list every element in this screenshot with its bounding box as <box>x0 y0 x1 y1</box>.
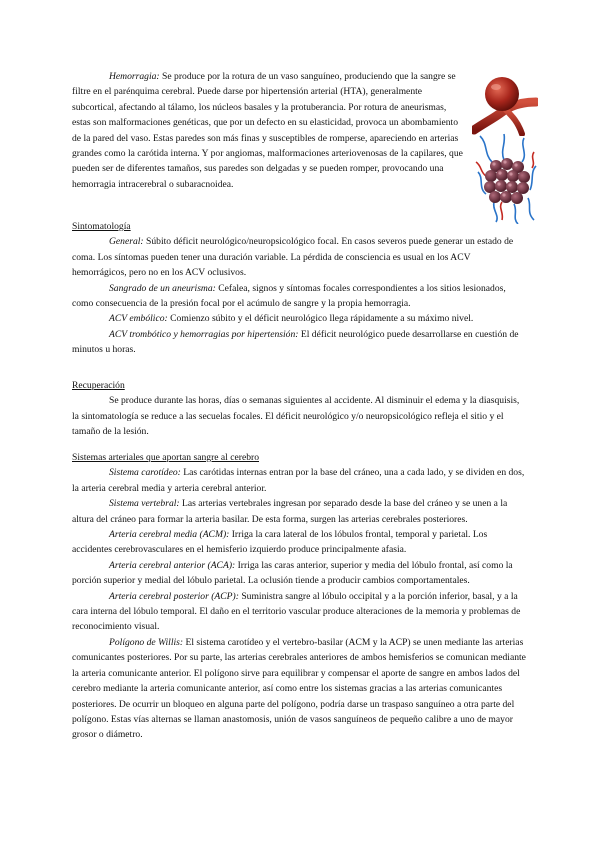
sistemas-item: Polígono de Willis: El sistema carotídeo y el vertebro-basilar (ACM y la ACP) se unen mediante las arterias comunicantes posteriores. Por su parte, las arterias cerebrales anteriores de ambos hemisferios se comunican mediante la arteria comunicante anterior. El polígono sirve para equilibrar y compensar el aporte de sangre en ambos lados del cerebro mediante la arteria comunicante anterior, así como entre los sistemas gracias a las arterias comunicantes posteriores. De ocurrir un bloqueo en alguna parte del polígono, podría darse un traspaso sanguíneo a otra parte del polígono. Estas vías alternas se llaman anastomosis, unión de vasos sanguíneos de pequeño calibre a uno de mayor grosor o diámetro. <box>72 636 526 741</box>
recuperacion-heading: Recuperación <box>72 380 125 391</box>
hemorragia-term: Hemorragia: <box>109 71 160 82</box>
sintomatologia-section <box>72 219 527 358</box>
sistemas-item: Arteria cerebral media (ACM): Irriga la cara lateral de los lóbulos frontal, temporal y parietal. Los accidentes cerebrovasculares en el hemisferio izquierdo produce principalmente afasia. <box>72 529 488 556</box>
sintomatologia-item: ACV trombótico y hemorragias por hipertensión: El déficit neurológico puede desarrollarse en cuestión de minutos u horas. <box>72 328 519 356</box>
recuperacion-text: Se produce durante las horas, días o semanas siguientes al accidente. Al disminuir el edema y la diasquisis, la sintomatología se reduce a las secuelas focales. El déficit neurológico y/o neuropsicológico refleja el sitio y el tamaño de la lesión. <box>72 395 520 438</box>
sintomatologia-heading: Sintomatología <box>72 221 131 232</box>
sintomatologia-item: Sangrado de un aneurisma: Cefalea, signos y síntomas focales correspondientes a los sitios lesionados, como consecuencia de la presión focal por el acúmulo de sangre y la propia hemorragia. <box>72 282 506 310</box>
sistemas-item: Arteria cerebral anterior (ACA): Irriga las caras anterior, superior y media del lóbulo frontal, así como la porción superior y medial del lóbulo parietal. La oclusión tiende a producir cambios comportamentales. <box>72 559 513 587</box>
sistemas-item: Sistema vertebral: Las arterias vertebrales ingresan por separado desde la base del cráneo y se unen a la altura del cráneo para formar la arteria basilar. De esta forma, surgen las arterias cerebrales posteriores. <box>72 498 508 525</box>
sistemas-item: Arteria cerebral posterior (ACP): Suministra sangre al lóbulo occipital y a la porción inferior, basal, y a la cara interna del lóbulo temporal. El daño en el territorio vascular produce alteraciones de la memoria y problemas de reconocimiento visual. <box>72 590 521 633</box>
hemorragia-paragraph <box>72 69 464 192</box>
recuperacion-section <box>72 378 527 440</box>
angioma-illustration <box>474 132 540 224</box>
sistemas-section <box>72 450 527 743</box>
sistemas-item: Sistema carotídeo: Las carótidas internas entran por la base del cráneo, una a cada lado, y se dividen en dos, la arteria cerebral media y arteria cerebral anterior. <box>72 467 525 494</box>
aneurysm-illustration <box>472 72 538 136</box>
sistemas-heading: Sistemas arteriales que aportan sangre al cerebro <box>72 452 259 463</box>
hemorragia-text: Hemorragia: Se produce por la rotura de un vaso sanguíneo, produciendo que la sangre se filtre en el parénquima cerebral. Puede darse por hipertensión arterial (HTA), generalmente subcortical, afectando al tálamo, los núcleos basales y la protuberancia. Por rotura de aneurismas, estas son malformaciones genéticas, que por un defecto en su elasticidad, provoca un abombamiento de la pared del vaso. Estas paredes son más finas y susceptibles de romperse, apareciendo en arterias grandes como la carótida interna. Y por angiomas, malformaciones arteriovenosas de la capilares, que pueden ser de diferentes tamaños, sus paredes son delgadas y se pueden romper, provocando una hemorragia intracerebral o subaracnoidea. <box>72 71 463 190</box>
sintomatologia-item: ACV embólico: Comienzo súbito y el déficit neurológico llega rápidamente a su máximo nivel. <box>109 313 474 325</box>
sintomatologia-item: General: Súbito déficit neurológico/neuropsicológico focal. En casos severos puede generar un estado de coma. Los síntomas pueden tener una duración variable. La pérdida de consciencia es usual en los ACV hemorrágicos, pero no en los ACV oclusivos. <box>72 236 514 279</box>
